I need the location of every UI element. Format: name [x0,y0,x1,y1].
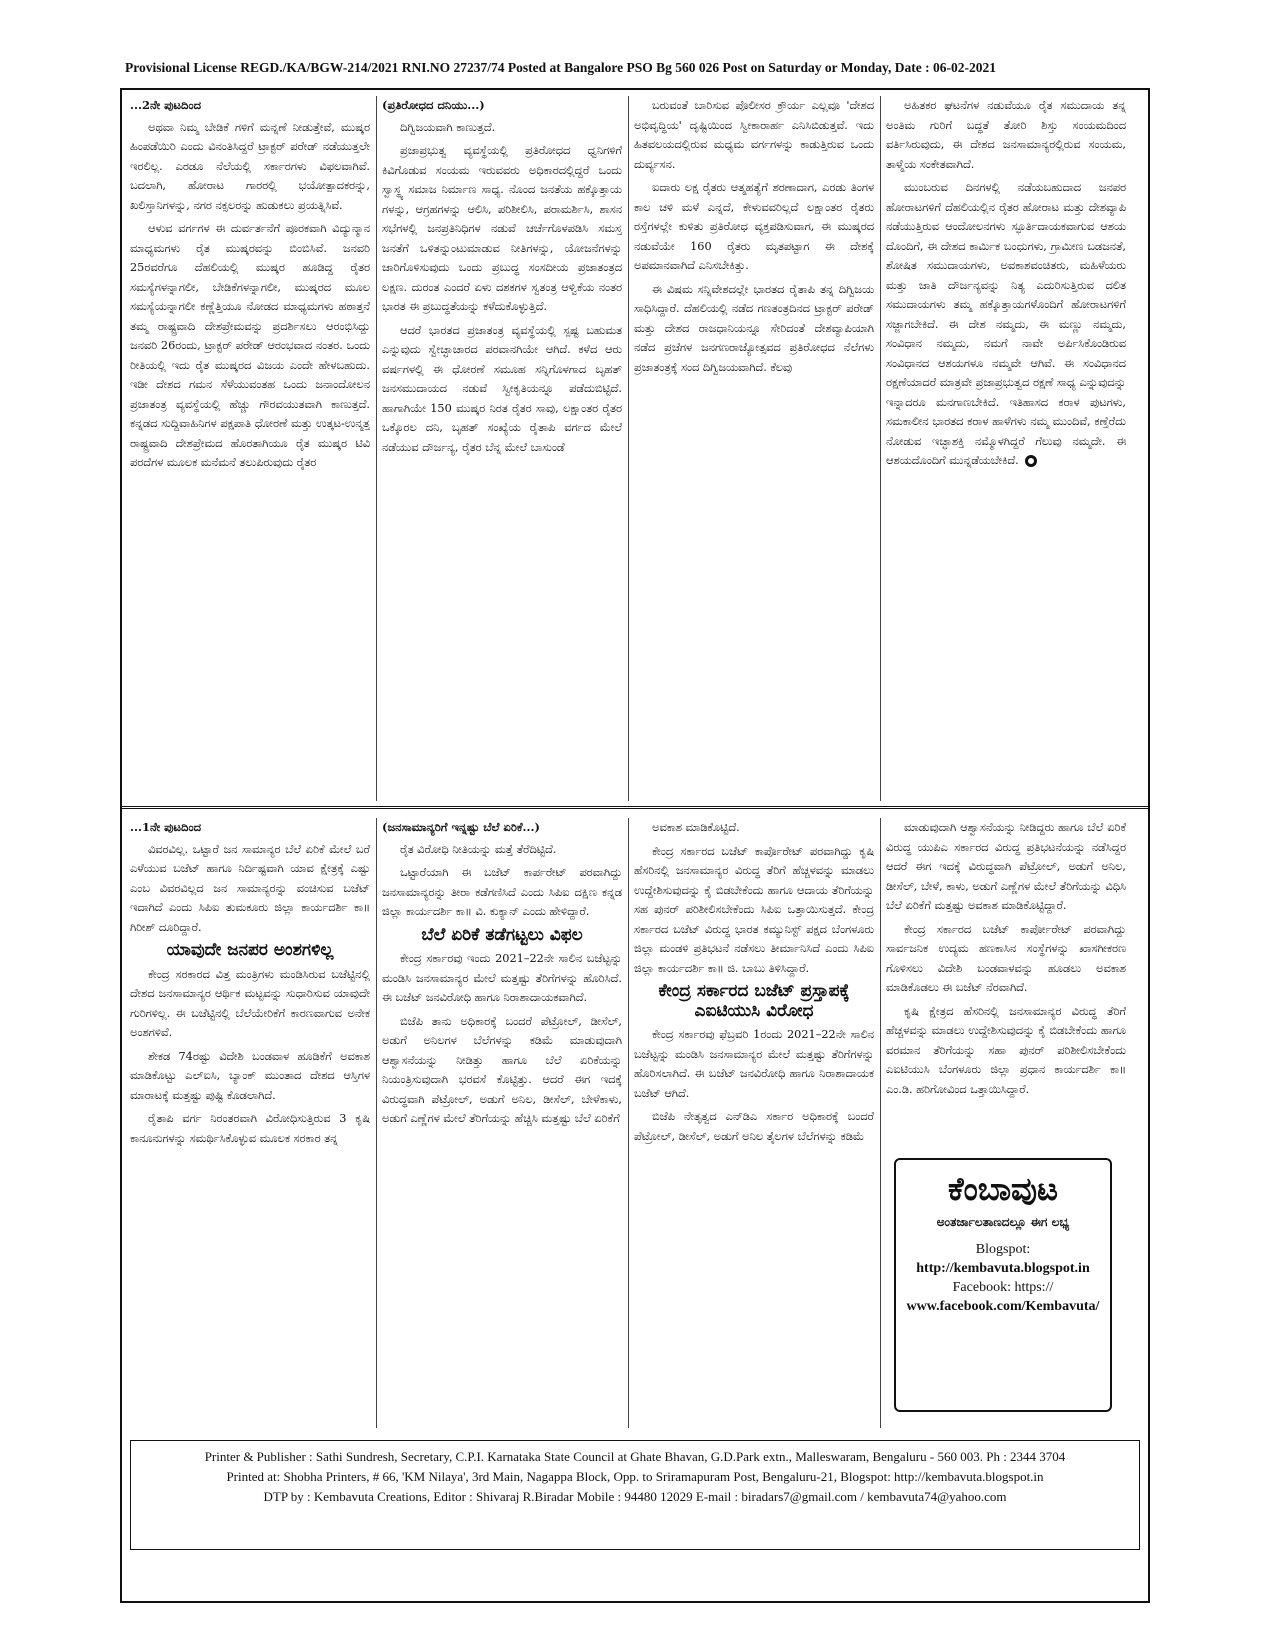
paragraph: ಕೃಷಿ ಕ್ಷೇತ್ರದ ಹೆಸರಿನಲ್ಲಿ ಜನಸಾಮಾನ್ಯರ ವಿರುದ್ಧ ತೆರಿಗೆ ಹೆಚ್ಚಳವನ್ನು ಮಾಡಲು ಉದ್ದೇಶಿಸುವುದನ್ನು ಕೈ ಬಿಡಬೇಕೆಂದು ಹಾಗೂ ವರಮಾನ ತೆರಿಗೆಯನ್ನು ಸಹಾ ಪುನರ್ ಪರಿಶೀಲಿಸಬೇಕೆಂದು ಎಐಟಿಯುಸಿ ಬೆಂಗಳೂರು ಜಿಲ್ಲಾ ಪ್ರಧಾನ ಕಾರ್ಯದರ್ಶಿ ಕಾ॥ ಎಂ.ಡಿ. ಹರಿಗೋವಿಂದ ಒತ್ತಾಯಿಸಿದ್ದಾರೆ. [886,1004,1126,1096]
continued-from: ...1ನೇ ಪುಟದಿಂದ [130,820,202,834]
blog-label: Blogspot: [975,1242,1031,1257]
top-column-4 [886,96,1126,801]
footer-line-publisher: Printer & Publisher : Sathi Sundresh, Secretary, C.P.I. Karnataka State Council at Ghate Bhavan, G.D.Park extn., Malleswaram, Bengaluru - 560 003. Ph : 2344 3704 [204,1449,1066,1464]
facebook-label: Facebook: https:// [952,1280,1054,1295]
paragraph: ಬಿಜೆಪಿ ನೇತೃತ್ವದ ಎನ್‌ಡಿಎ ಸರ್ಕಾರ ಅಧಿಕಾರಕ್ಕೆ ಬಂದರೆ ಪೆಟ್ರೋಲ್, ಡೀಸೆಲ್, ಅಡುಗೆ ಅನಿಲ ತೈಲಗಳ ಬೆಲೆಗಳನ್ನು ಕಡಿಮೆ [634,1110,874,1143]
paragraph: ಪ್ರಜಾಪ್ರಭುತ್ವ ವ್ಯವಸ್ಥೆಯಲ್ಲಿ ಪ್ರತಿರೋಧದ ಧ್ವನಿಗಳಿಗೆ ಕಿವಿಗೊಡುವ ಸಂಯಮ ಇರುವವರು ಅಧಿಕಾರದಲ್ಲಿದ್ದರೆ ಒಂದು ಸ್ವಾಸ್ಥ್ಯ ಸಮಾಜ ನಿರ್ಮಾಣ ಸಾಧ್ಯ. ನೊಂದ ಜನತೆಯ ಹಕ್ಕೊತ್ತಾಯ ಗಳನ್ನು, ಆಗ್ರಹಗಳನ್ನು ಆಲಿಸಿ, ಪರಿಶೀಲಿಸಿ, ಪರಾಮರ್ಶಿಸಿ, ಶಾಸನ ಸಭೆಗಳಲ್ಲಿ ಜನಪ್ರತಿನಿಧಿಗಳ ನಡುವೆ ಚರ್ಚೆಗೊಳಪಡಿಸಿ ಸಮಸ್ತ ಜನತೆಗೆ ಒಳಿತನ್ನುಂಟುಮಾಡುವ ನೀತಿಗಳನ್ನು, ಯೋಜನೆಗಳನ್ನು ಜಾರಿಗೊಳಿಸುವುದು ಒಂದು ಪ್ರಬುದ್ಧ ಸಂಸದೀಯ ಪ್ರಜಾತಂತ್ರದ ಲಕ್ಷಣ. ದುರಂತ ಎಂದರೆ ಏಳು ದಶಕಗಳ ಸ್ವತಂತ್ರ ಆಳ್ವಿಕೆಯ ನಂತರ ಭಾರತ ಈ ಪ್ರಬುದ್ಧತೆಯನ್ನು ಕಳೆದುಕೊಳ್ಳುತ್ತಿದೆ. [382,144,622,313]
paragraph: ಅಹಿತಕರ ಘಟನೆಗಳ ನಡುವೆಯೂ ರೈತ ಸಮುದಾಯ ತನ್ನ ಅಂತಿಮ ಗುರಿಗೆ ಬದ್ಧತೆ ತೋರಿ ಶಿಸ್ತು ಸಂಯಮದಿಂದ ವರ್ತಿಸಿರುವುದು, ಈ ದೇಶದ ಜನಸಾಮಾನ್ಯರಲ್ಲಿರುವ ಸಂಯಮ, ತಾಳ್ಮೆಯ ಸಂಕೇತವಾಗಿದೆ. [886,99,1126,171]
top-column-3 [634,96,874,801]
column-rule [628,818,629,1428]
top-article [130,96,1140,801]
facebook-link[interactable]: www.facebook.com/Kembavuta/ [906,1299,1100,1314]
paragraph: ಮಾಡುವುದಾಗಿ ಆಶ್ವಾಸನೆಯನ್ನು ನೀಡಿದ್ದರು ಹಾಗೂ ಬೆಲೆ ಏರಿಕೆ ವಿರುದ್ಧ ಯುಪಿಎ ಸರ್ಕಾರದ ವಿರುದ್ಧ ಪ್ರತಿಭಟನೆಯನ್ನು ನಡೆಸಿದ್ದರ ಆದರೆ ಈಗ ಇದಕ್ಕೆ ವಿರುದ್ಧವಾಗಿ ಪೆಟ್ರೋಲ್, ಅಡುಗೆ ಅನಿಲ, ಡೀಸೆಲ್, ಬೇಳೆ, ಕಾಳು, ಅಡುಗೆ ಎಣ್ಣೆಗಳ ಮೇಲೆ ತೆರಿಗೆಯನ್ನು ವಿಧಿಸಿ ಬೆಲೆ ಏರಿಕೆಗೆ ಮತ್ತಷ್ಟು ಅವಕಾಶ ಮಾಡಿಕೊಟ್ಟಿದ್ದಾರೆ. [886,821,1126,912]
paragraph: ರೈತ ವಿರೋಧಿ ನೀತಿಯನ್ನು ಮತ್ತೆ ತೆರೆದಿಟ್ಟಿದೆ. [400,842,557,856]
paragraph: ಕೇಂದ್ರ ಸರ್ಕಾರವು ಇಂದು 2021–22ನೇ ಸಾಲಿನ ಬಜೆಟ್ಟನ್ನು ಮಂಡಿಸಿ ಜನಸಾಮಾನ್ಯರ ಮೇಲೆ ಮತ್ತಷ್ಟು ತೆರಿಗೆಗಳನ್ನು ಹೊರಿಸಿದೆ. ಈ ಬಜೆಟ್ ಜನವಿರೋಧಿ ಹಾಗೂ ನಿರಾಶಾದಾಯಕವಾಗಿದೆ. [382,952,622,1004]
paragraph: ಆಳುವ ವರ್ಗಗಳ ಈ ದುರ್ವರ್ತನೆಗೆ ಪೂರಕವಾಗಿ ವಿದ್ಯುನ್ಮಾನ ಮಾಧ್ಯಮಗಳು ರೈತ ಮುಷ್ಕರವನ್ನು ಬಿಂಬಿಸಿವೆ. ಜನವರಿ 25ರವರೆಗೂ ದೆಹಲಿಯಲ್ಲಿ ಮುಷ್ಕರ ಹೂಡಿದ್ದ ರೈತರ ಸಮಸ್ಯೆಗಳನ್ನಾಗಲೀ, ಬೇಡಿಕೆಗಳನ್ನಾಗಲೀ, ಮುಷ್ಕರದ ಮೂಲ ಸಮಸ್ಯೆಯನ್ನಾಗಲೀ ಕಣ್ಣೆತ್ತಿಯೂ ನೋಡದ ಮಾಧ್ಯಮಗಳು ಹಠಾತ್ತನೆ ತಮ್ಮ ರಾಷ್ಟ್ರವಾದಿ ದೇಶಪ್ರೇಮವನ್ನು ಪ್ರದರ್ಶಿಸಲು ಆರಂಭಿಸಿದ್ದು ಜನವರಿ 26ರಂದು, ಟ್ರಾಕ್ಟರ್ ಪರೇಡ್ ಆರಂಭವಾದ ನಂತರ. ಒಂದು ರೀತಿಯಲ್ಲಿ ಇದು ರೈತ ಮುಷ್ಕರದ ವಿಜಯ ಎಂದೇ ಹೇಳಬಹುದು. ಇಡೀ ದೇಶದ ಗಮನ ಸೆಳೆಯುವಂತಹ ಒಂದು ಜನಾಂದೋಲನ ಪ್ರಜಾತಂತ್ರ ವ್ಯವಸ್ಥೆಯಲ್ಲಿ ಹೆಚ್ಚು ಗೌರವಯುತವಾಗಿ ಕಾಣುತ್ತದೆ. ಕನ್ನಡದ ಸುದ್ದಿವಾಹಿನಿಗಳ ಪಕ್ಷಪಾತಿ ಧೋರಣೆ ಮತ್ತು ಉತ್ಕಟ-ಉನ್ಮತ್ತ ರಾಷ್ಟ್ರವಾದಿ ದೇಶಪ್ರೇಮದ ಹೊರತಾಗಿಯೂ ರೈತ ಮುಷ್ಕರ ಟಿವಿ ಪರದೆಗಳ ಮೂಲಕ ಮನೆಮನೆ ತಲುಪಿರುವುದು ರೈತರ [130,222,370,469]
paragraph: ಅಥವಾ ನಿಮ್ಮ ಬೇಡಿಕೆ ಗಳಿಗೆ ಮನ್ನಣೆ ನೀಡುತ್ತೇವೆ, ಮುಷ್ಕರ ಹಿಂಪಡೆಯಿರಿ ಎಂದು ವಿನಂತಿಸಿದ್ದರೆ ಟ್ರಾಕ್ಟರ್ ಪರೇಡ್ ನಡೆಯುತ್ತಲೇ ಇರಲಿಲ್ಲ. ಎರಡೂ ನೆಲೆಯಲ್ಲಿ ಸರ್ಕಾರಗಳು ವಿಫಲವಾಗಿವೆ. ಬದಲಾಗಿ, ಹೋರಾಟ ಗಾರರಲ್ಲಿ ಭಯೋತ್ಪಾದಕರನ್ನು, ಖಲಿಸ್ತಾನಿಗಳನ್ನು, ನಗರ ನಕ್ಸಲರನ್ನು ಹುಡುಕಲು ಪ್ರಯತ್ನಿಸಿವೆ. [130,120,370,212]
subheading: ಬೆಲೆ ಏರಿಕೆ ತಡೆಗಟ್ಟಲು ವಿಫಲ [421,924,583,945]
end-mark-icon [1025,455,1037,467]
paragraph: ಕೇಂದ್ರ ಸರ್ಕಾರದ ಬಜೆಟ್ ಕಾರ್ಪೋರೇಟ್ ಪರವಾಗಿದ್ದು ಸಾರ್ವಜನಿಕ ಉದ್ಯಮ ಹಣಕಾಸಿನ ಸಂಸ್ಥೆಗಳನ್ನು ಖಾಸಗೀಕರಣ ಗೊಳಿಸಲು ವಿದೇಶಿ ಬಂಡವಾಳವನ್ನು ಹೂಡಲು ಅವಕಾಶ ಮಾಡಿಕೊಡಲು ಈ ಬಜೆಟ್ ನೆರವಾಗಿದೆ. [886,922,1126,994]
column-rule [376,818,377,1428]
subheading: ಯಾವುದೇ ಜನಪರ ಅಂಶಗಳಿಲ್ಲ [166,940,334,960]
paragraph: ಈ ವಿಷಮ ಸನ್ನಿವೇಶದಲ್ಲೇ ಭಾರತದ ರೈತಾಪಿ ತನ್ನ ದಿಗ್ವಿಜಯ ಸಾಧಿಸಿದ್ದಾರೆ. ದೆಹಲಿಯಲ್ಲಿ ನಡೆದ ಗಣತಂತ್ರದಿನದ ಟ್ರಾಕ್ಟರ್ ಪರೇಡ್ ಮತ್ತು ದೇಶದ ರಾಜಧಾನಿಯನ್ನೂ ಸೇರಿದಂತೆ ದೇಶವ್ಯಾಪಿಯಾಗಿ ನಡೆದ ಪ್ರಜೆಗಳ ಜನಗಣರಾಜ್ಯೋತ್ಸವದ ಪ್ರತಿರೋಧದ ನೆಲೆಗಳು ಪ್ರಜಾತಂತ್ರಕ್ಕೆ ಸಂದ ದಿಗ್ವಿಜಯವಾಗಿದೆ. ಕೆಲವು [634,282,874,374]
continued-title: (ಪ್ರತಿರೋಧದ ದನಿಯು...) [382,98,485,112]
blog-link[interactable]: http://kembavuta.blogspot.in [916,1261,1090,1276]
paragraph: ಕೇಂದ್ರ ಸರ್ಕಾರದ ಬಜೆಟ್ ಕಾರ್ಪೊರೇಟ್ ಪರವಾಗಿದ್ದು ಕೃಷಿ ಹೆಸರಿನಲ್ಲಿ ಜನಸಾಮಾನ್ಯರ ವಿರುದ್ಧ ತೆರಿಗೆ ಹೆಚ್ಚಳವನ್ನು ಮಾಡಲು ಉದ್ದೇಶಿಸುವುದನ್ನು ಕೈ ಬಿಡಬೇಕೆಂದು ಹಾಗೂ ಆದಾಯ ತೆರಿಗೆಯನ್ನು ಸಹ ಪುನರ್ ಪರಿಶೀಲಿಸಬೇಕೆಂದು ಸಿಪಿಐ ಒತ್ತಾಯಿಸುತ್ತದೆ. ಕೇಂದ್ರ ಸರ್ಕಾರದ ಬಜೆಟ್ ವಿರುದ್ಧ ಭಾರತ ಕಮ್ಯುನಿಸ್ಟ್ ಪಕ್ಷದ ಬೆಂಗಳೂರು ಜಿಲ್ಲಾ ಮಂಡಳಿ ಪ್ರತಿಭಟನೆ ನಡೆಸಲು ತೀರ್ಮಾನಿಸಿದೆ ಎಂದು ಸಿಪಿಐ ಜಿಲ್ಲಾ ಕಾರ್ಯದರ್ಶಿ ಕಾ॥ ಜಿ. ಬಾಬು ತಿಳಿಸಿದ್ದಾರೆ. [634,844,874,975]
column-rule [376,96,377,801]
bottom-column-3 [634,818,874,1428]
paragraph: ಕೇಂದ್ರ ಸರ್ಕಾರವು ಫೆಬ್ರವರಿ 1ರಂದು 2021–22ನೇ ಸಾಲಿನ ಬಜೆಟ್ಟನ್ನು ಮಂಡಿಸಿ ಜನಸಾಮಾನ್ಯರ ಮೇಲೆ ಮತ್ತಷ್ಟು ತೆರಿಗೆಗಳನ್ನು ಹೊರಿಸಲಾಗಿದೆ. ಈ ಬಜೆಟ್ ಜನವಿರೋಧಿ ಹಾಗೂ ನಿರಾಶಾದಾಯಕ ಬಜೆಟ್ ಆಗಿದೆ. [634,1028,874,1100]
paragraph: ಬಿಜೆಪಿ ತಾನು ಅಧಿಕಾರಕ್ಕೆ ಬಂದರೆ ಪೆಟ್ರೋಲ್, ಡೀಸೆಲ್, ಅಡುಗೆ ಅನಿಲಗಳ ಬೆಲೆಗಳನ್ನು ಕಡಿಮೆ ಮಾಡುವುದಾಗಿ ಆಶ್ವಾಸನೆಯನ್ನು ನೀಡಿತ್ತು ಹಾಗೂ ಬೆಲೆ ಏರಿಕೆಯನ್ನು ನಿಯಂತ್ರಿಸುವುದಾಗಿ ಭರವಸೆ ಕೊಟ್ಟಿತ್ತು. ಆದರೆ ಈಗ ಇದಕ್ಕೆ ವಿರುದ್ಧವಾಗಿ ಪೆಟ್ರೋಲ್, ಅಡುಗೆ ಅನಿಲ, ಡೀಸೆಲ್, ಬೇಳೆಕಾಳು, ಅಡುಗೆ ಎಣ್ಣೆಗಳ ಮೇಲೆ ತೆರಿಗೆಯನ್ನು ಹೆಚ್ಚಿಸಿ ಮತ್ತಷ್ಟು ಬೆಲೆ ಏರಿಕೆಗೆ [382,1014,622,1125]
paragraph: ಅವಕಾಶ ಮಾಡಿಕೊಟ್ಟಿದೆ. [652,821,740,834]
paragraph: ಬರುವಂತೆ ಬಾರಿಸುವ ಪೊಲೀಸರ ಕ್ರೌರ್ಯ ಎಲ್ಲವೂ 'ದೇಶದ ಅಭಿವೃದ್ಧಿಯ' ದೃಷ್ಟಿಯಿಂದ ಸ್ವೀಕಾರಾರ್ಹ ಎನಿಸಿಬಿಡುತ್ತವೆ. ಇದು ಹಿತವಲಯದಲ್ಲಿರುವ ಮಧ್ಯಮ ವರ್ಗಗಳನ್ನು ಕಾಡುತ್ತಿರುವ ಒಂದು ದುರ್ವ್ಯಸನ. [634,99,874,171]
bottom-article [130,818,1140,1428]
paragraph: ರೈತಾಪಿ ವರ್ಗ ನಿರಂತರವಾಗಿ ವಿರೋಧಿಸುತ್ತಿರುವ 3 ಕೃಷಿ ಕಾನೂನುಗಳನ್ನು ಸಮರ್ಥಿಸಿಕೊಳ್ಳುವ ಮೂಲಕ ಸರಕಾರ ತನ್ನ [130,1112,370,1145]
paragraph: ದಿಗ್ವಿಜಯವಾಗಿ ಕಾಣುತ್ತದೆ. [400,120,496,134]
column-rule [628,96,629,801]
paragraph-text: ಮುಂಬರುವ ದಿನಗಳಲ್ಲಿ ನಡೆಯಬಹುದಾದ ಜನಪರ ಹೋರಾಟಗಳಿಗೆ ದೆಹಲಿಯಲ್ಲಿನ ರೈತರ ಹೋರಾಟ ಮತ್ತು ದೇಶವ್ಯಾಪಿ ನಡೆಯುತ್ತಿರುವ ಆಂದೋಲನಗಳು ಸ್ಫೂರ್ತಿದಾಯಕವಾಗುವ ಆಶಯ ದೊಂದಿಗೆ, ಈ ದೇಶದ ಕಾರ್ಮಿಕ ಬಂಧುಗಳು, ಗ್ರಾಮೀಣ ಬಡಜನತೆ, ಶೋಷಿತ ಸಮುದಾಯಗಳು, ಅವಕಾಶವಂಚಿತರು, ಮಹಿಳೆಯರು ಮತ್ತು ಜಾತಿ ದೌರ್ಜನ್ಯವನ್ನು ನಿತ್ಯ ಎದುರಿಸುತ್ತಿರುವ ದಲಿತ ಸಮುದಾಯಗಳು ತಮ್ಮ ಹಕ್ಕೊತ್ತಾಯಗಳೊಂದಿಗೆ ಹೋರಾಟಗಳಿಗೆ ಸಜ್ಜಾಗಬೇಕಿದೆ. ಈ ದೇಶ ನಮ್ಮದು, ಈ ಮಣ್ಣು ನಮ್ಮದು, ಸಂವಿಧಾನ ನಮ್ಮದು, ನಮಗೆ ನಾವೇ ಅರ್ಪಿಸಿಕೊಂಡಿರುವ ಸಂವಿಧಾನದ ಆಶಯಗಳೂ ನಮ್ಮವೇ ಆಗಿವೆ. ಈ ಸಂವಿಧಾನದ ರಕ್ಷಣೆಯಾದರೆ ಮಾತ್ರವೇ ಪ್ರಜಾಪ್ರಭುತ್ವದ ರಕ್ಷಣೆ ಸಾಧ್ಯ ಎನ್ನುವುದನ್ನು ಇನ್ನಾದರೂ ಮನಗಾಣಬೇಕಿದೆ. ಇತಿಹಾಸದ ಕರಾಳ ಪುಟಗಳು, ಸಮಕಾಲೀನ ಭಾರತದ ಕರಾಳ ಹಾಳೆಗಳು ನಮ್ಮ ಮುಂದಿವೆ, ಕಣ್ತೆರೆದು ನೋಡುವ ಇಚ್ಛಾಶಕ್ತಿ ನಮ್ಮೊಳಗಿದ್ದರೆ ಗೆಲುವು ನಮ್ಮದೇ. ಈ ಆಶಯದೊಂದಿಗೆ ಮುನ್ನಡೆಯಬೇಕಿದೆ. [886,181,1126,467]
bottom-column-4 [886,818,1126,1158]
kembavuta-promo-box [894,1158,1112,1412]
paragraph: ಒಟ್ಟಾರೆಯಾಗಿ ಈ ಬಜೆಟ್ ಕಾರ್ಪರೇಟ್ ಪರವಾಗಿದ್ದು ಜನಸಾಮಾನ್ಯರನ್ನು ತೀರಾ ಕಡೆಗಣಿಸಿದೆ ಎಂದು ಸಿಪಿಐ ದಕ್ಷಿಣ ಕನ್ನಡ ಜಿಲ್ಲಾ ಕಾರ್ಯದರ್ಶಿ ಕಾ॥ ವಿ. ಕುಕ್ಯಾನ್ ಎಂದು ಹೇಳಿದ್ದಾರೆ. [382,866,622,918]
top-column-1 [130,96,370,801]
continued-from: ...2ನೇ ಪುಟದಿಂದ [130,98,202,112]
continued-title: (ಜನಸಾಮಾನ್ಯರಿಗೆ ಇನ್ನಷ್ಟು ಬೆಲೆ ಏರಿಕೆ...) [382,820,540,834]
page-frame [120,88,1150,1603]
bottom-column-2 [382,818,622,1428]
column-rule [880,818,881,1428]
masthead-line: Provisional License REGD./KA/BGW-214/2021 RNI.NO 27237/74 Posted at Bangalore PSO Bg 560 026 Post on Saturday or Monday, Date : 06-02-2021 [125,60,997,75]
bottom-column-1 [130,818,370,1428]
paragraph [886,178,1126,471]
footer-line-printer: Printed at: Shobha Printers, # 66, 'KM Nilaya', 3rd Main, Nagappa Block, Opp. to Sriramapuram Post, Bengaluru-21, Blogspot: http://kembavuta.blogspot.in [226,1469,1044,1484]
promo-title: ಕೆಂಬಾವುಟ [948,1170,1058,1208]
section-divider [122,806,1148,809]
column-rule [880,96,881,801]
paragraph: ಆದರೆ ಭಾರತದ ಪ್ರಜಾತಂತ್ರ ವ್ಯವಸ್ಥೆಯಲ್ಲಿ ಸ್ಪಷ್ಟ ಬಹುಮತ ಎನ್ನುವುದು ಸ್ವೇಚ್ಛಾಚಾರದ ಪರವಾನಗಿಯೇ ಆಗಿದೆ. ಕಳೆದ ಆರು ವರ್ಷಗಳಲ್ಲಿ ಈ ಧೋರಣೆ ಸಮೂಹ ಸನ್ನಿಗೊಳಗಾದ ಬೃಹತ್ ಜನಸಮುದಾಯದ ನಡುವೆ ಸ್ವೀಕೃತಿಯನ್ನೂ ಪಡೆದುಬಿಟ್ಟಿದೆ. ಹಾಗಾಗಿಯೇ 150 ಮುಷ್ಕರ ನಿರತ ರೈತರ ಸಾವು, ಲಕ್ಷಾಂತರ ರೈತರ ಒಕ್ಕೊರಲ ದನಿ, ಬೃಹತ್ ಸಂಖ್ಯೆಯ ರೈತಾಪಿ ವರ್ಗದ ಮೇಲೆ ನಡೆಯುವ ದೌರ್ಜನ್ಯ, ರೈತರ ಬೆನ್ನ ಮೇಲೆ ಬಾಸುಂಡೆ [382,323,622,454]
paragraph: ವಿವರವಿಲ್ಲ. ಒಟ್ಟಾರೆ ಜನ ಸಾಮಾನ್ಯರ ಬೆಲೆ ಏರಿಕೆ ಮೇಲೆ ಬರೆ ಎಳೆಯುವ ಬಜೆಟ್ ಹಾಗೂ ನಿರ್ದಿಷ್ಟವಾಗಿ ಯಾವ ಕ್ಷೇತ್ರಕ್ಕೆ ಎಷ್ಟು ಎಂಬ ವಿವರವಿಲ್ಲದ ಜನ ಸಾಮಾನ್ಯರನ್ನು ವಂಚಿಸುವ ಬಜೆಟ್ ಇದಾಗಿದೆ ಎಂದು ಸಿಪಿಐ ತುಮಕೂರು ಜಿಲ್ಲಾ ಕಾರ್ಯದರ್ಶಿ ಕಾ॥ ಗಿರೀಶ್ ದೂರಿದ್ದಾರೆ. [130,842,370,934]
promo-subtitle: ಅಂತರ್ಜಾಲತಾಣದಲ್ಲೂ ಈಗ ಲಭ್ಯ [936,1215,1070,1229]
paragraph: ಐದಾರು ಲಕ್ಷ ರೈತರು ಆತ್ಮಹತ್ಯೆಗೆ ಶರಣಾದಾಗ, ಎರಡು ತಿಂಗಳ ಕಾಲ ಚಳಿ ಮಳೆ ಎನ್ನದೆ, ಕೇಳುವವರಿಲ್ಲದೆ ಲಕ್ಷಾಂತರ ರೈತರು ರಸ್ತೆಗಳಲ್ಲೇ ಕುಳಿತು ಪ್ರತಿರೋಧ ವ್ಯಕ್ತಪಡಿಸುವಾಗ, ಈ ಮುಷ್ಕರದ ನಡುವೆಯೇ 160 ರೈತರು ಮೃತಪಟ್ಟಾಗ ಈ ದೇಶಕ್ಕೆ ಅಪಮಾನವಾಗಿದೆ ಎನಿಸಬೇಕಿತ್ತು. [634,181,874,272]
subheading: ಕೇಂದ್ರ ಸರ್ಕಾರದ ಬಜೆಟ್ ಪ್ರಸ್ತಾಪಕ್ಕೆ ಎಐಟಿಯುಸಿ ವಿರೋಧ [658,981,850,1021]
footer-line-dtp: DTP by : Kembavuta Creations, Editor : Shivaraj R.Biradar Mobile : 94480 12029 E-mail : biradars7@gmail.com / kembavuta74@yahoo.com [263,1489,1007,1504]
paragraph: ಶೇಕಡ 74ರಷ್ಟು ವಿದೇಶಿ ಬಂಡವಾಳ ಹೂಡಿಕೆಗೆ ಅವಕಾಶ ಮಾಡಿಕೊಟ್ಟು ಎಲ್ಐಸಿ, ಬ್ಯಾಂಕ್ ಮುಂತಾದ ದೇಶದ ಆಸ್ತಿಗಳ ಮಾರಾಟಕ್ಕೆ ಮತ್ತಷ್ಟು ಪುಷ್ಟಿ ಕೊಡಲಾಗಿದೆ. [130,1049,370,1102]
paragraph: ಕೇಂದ್ರ ಸರಕಾರದ ವಿತ್ತ ಮಂತ್ರಿಗಳು ಮಂಡಿಸಿರುವ ಬಜೆಟ್ಟಿನಲ್ಲಿ ದೇಶದ ಜನಸಾಮಾನ್ಯರ ಆರ್ಥಿಕ ಮಟ್ಟವನ್ನು ಸುಧಾರಿಸುವ ಯಾವುದೇ ಗುರಿಗಳಿಲ್ಲ. ಈ ಬಜೆಟ್ಟಿನಲ್ಲಿ ಬೆಲೆಯೇರಿಕೆಗೆ ಕಾರಣವಾಗುವ ಅನೇಕ ಅಂಶಗಳಿವೆ. [130,967,370,1039]
imprint-footer [130,1440,1140,1550]
top-column-2 [382,96,622,801]
